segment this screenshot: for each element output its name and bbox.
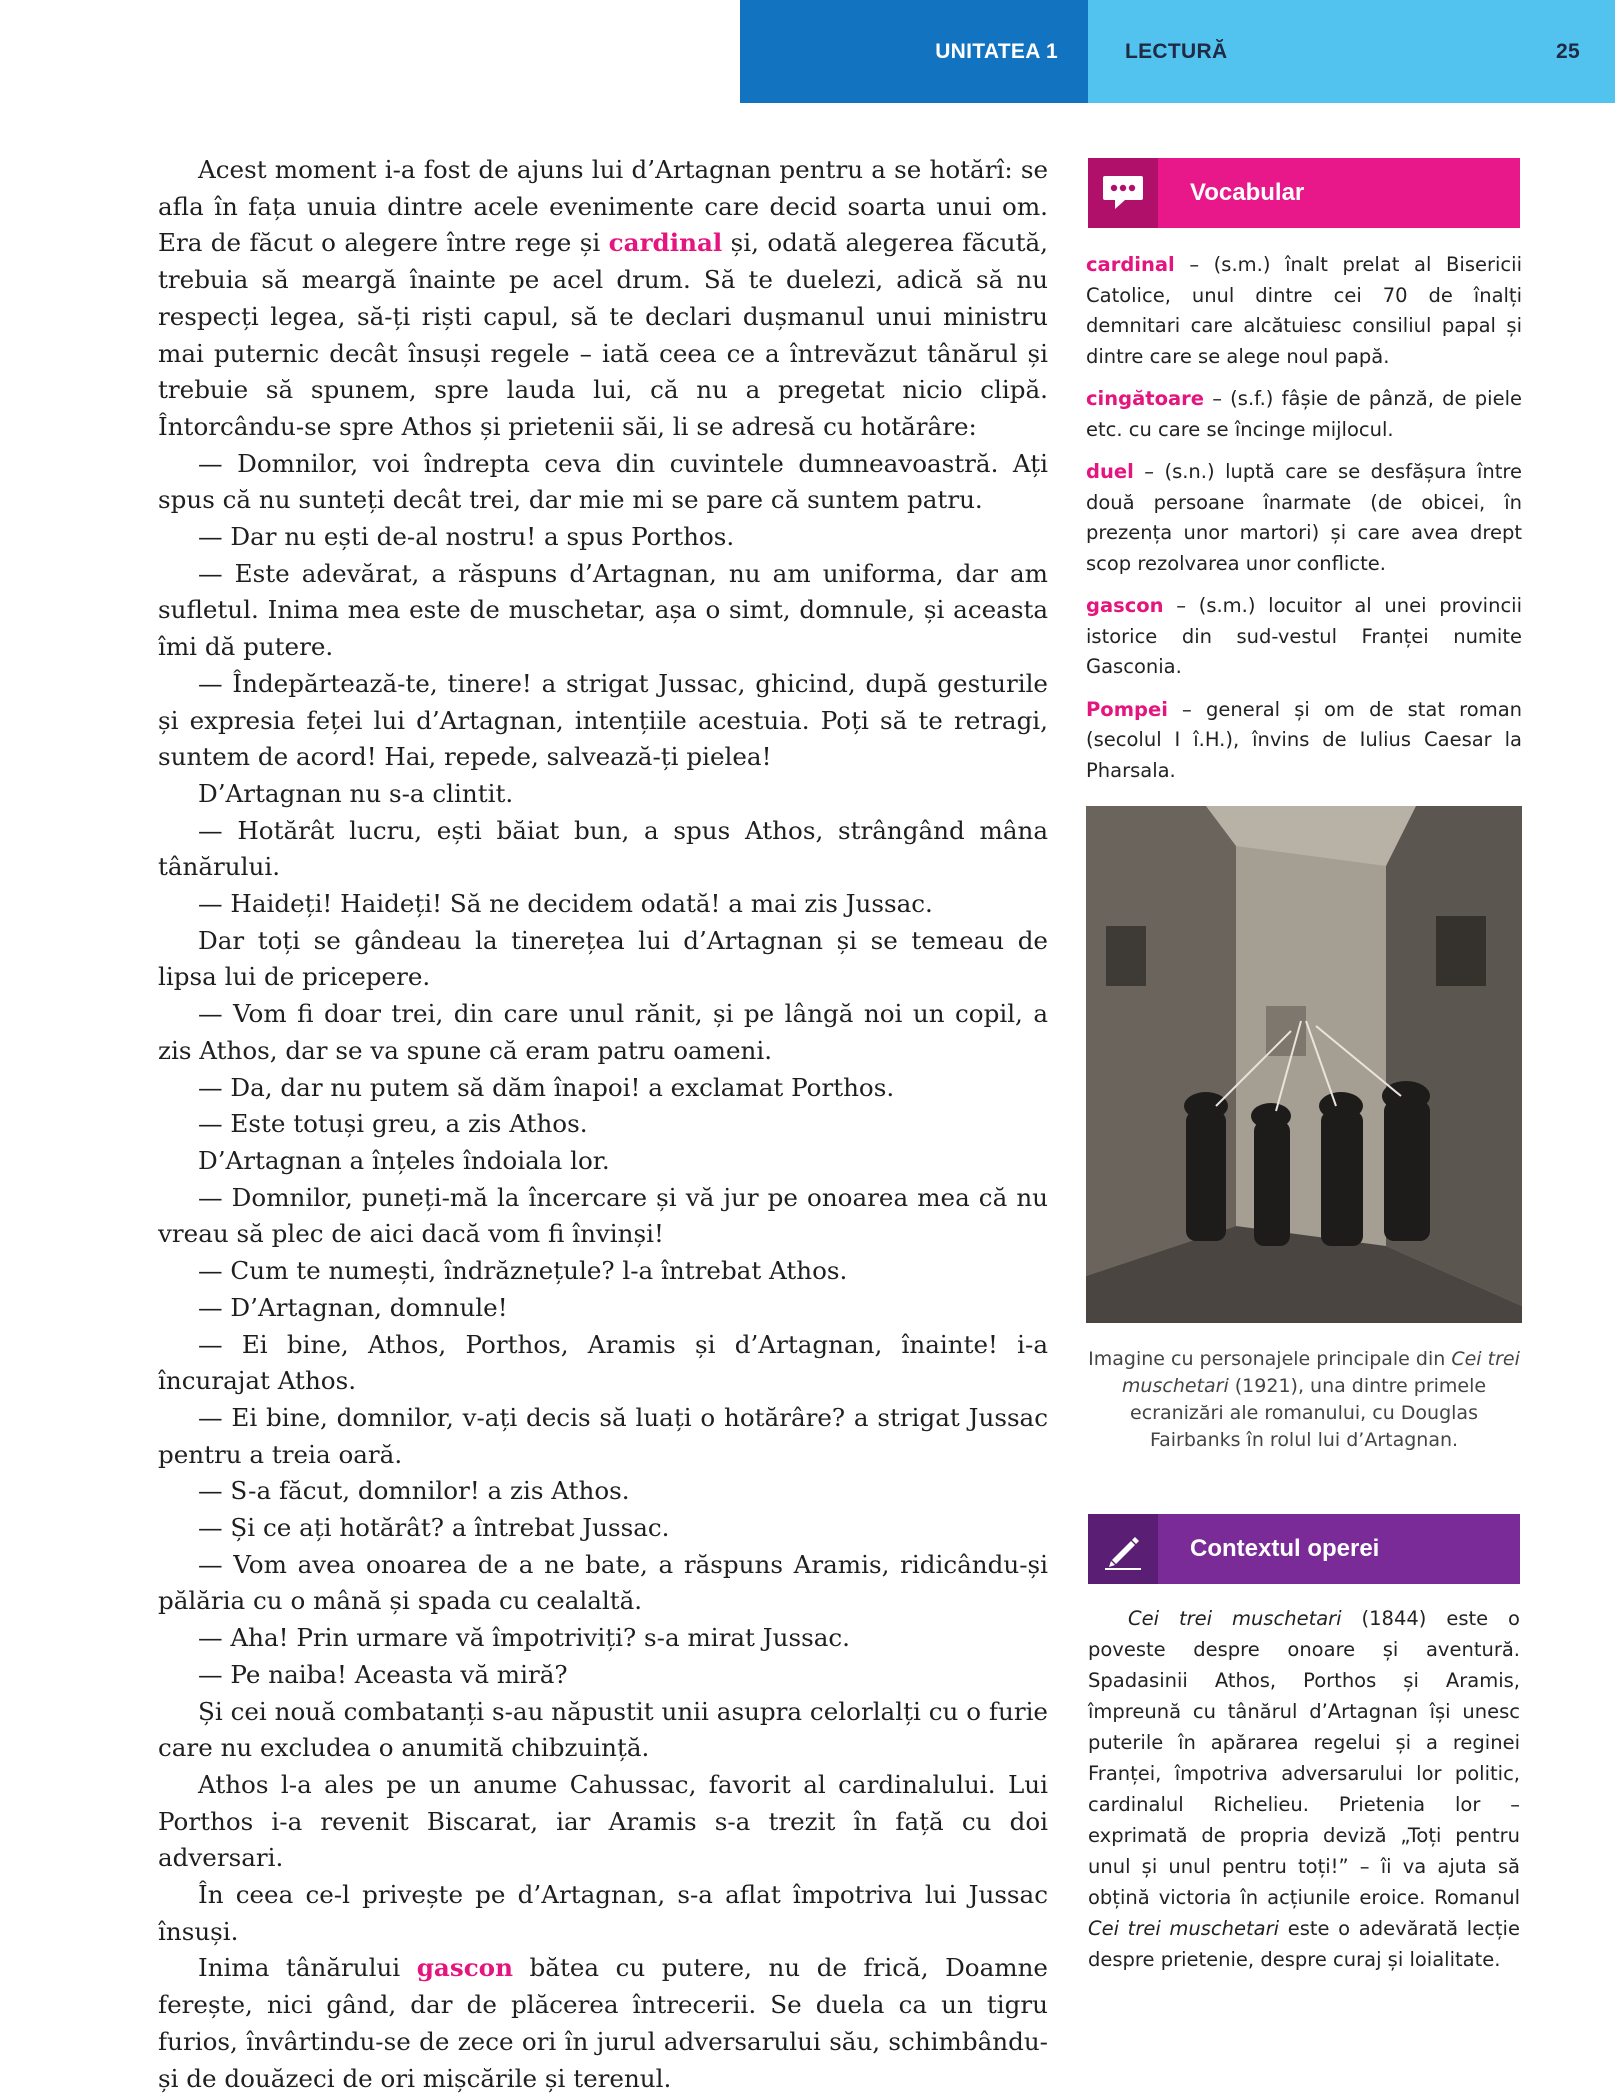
novel-title: Cei trei muschetari — [1128, 1607, 1342, 1630]
photo-caption: Imagine cu personajele principale din Cei trei muschetari (1921), una dintre primele ecranizări ale romanului, cu Douglas Fairbanks în rolul lui d’Artagnan. — [1088, 1348, 1520, 1451]
vocabulary-term: Pompei — [1086, 697, 1168, 721]
story-paragraph: — Domnilor, voi îndrepta ceva din cuvintele dumneavoastră. Ați spus că nu sunteți decât trei, dar mie mi se pare că suntem patru. — [158, 448, 1048, 515]
story-paragraph: — Domnilor, puneți-mă la încercare și vă jur pe onoarea mea că nu vreau să plec de aici dacă vom fi învinși! — [158, 1182, 1048, 1249]
story-paragraph: — Haideți! Haideți! Să ne decidem odată! a mai zis Jussac. — [198, 889, 933, 919]
vocabulary-definition: – (s.m.) locuitor al unei provincii istorice din sud-vestul Franței numite Gasconia. — [1086, 594, 1522, 678]
keyword-gascon[interactable]: gascon — [416, 1953, 513, 1983]
vocabulary-title: Vocabular — [1190, 179, 1305, 206]
keyword-cardinal[interactable]: cardinal — [608, 228, 723, 258]
vocabulary-entry — [1086, 384, 1522, 445]
vocabulary-definition: – general și om de stat roman (secolul I î.H.), învins de Iulius Caesar la Pharsala. — [1086, 697, 1522, 782]
section-label: LECTURĂ — [1125, 39, 1228, 63]
story-paragraph: — Aha! Prin urmare vă împotriviți? s-a mirat Jussac. — [198, 1623, 850, 1653]
vocabulary-entry — [1086, 695, 1522, 787]
pencil-icon — [1088, 1514, 1158, 1584]
story-paragraph: Athos l-a ales pe un anume Cahussac, favorit al cardinalului. Lui Porthos i-a revenit Biscarat, iar Aramis s-a trezit în față cu doi adversari. — [158, 1769, 1048, 1873]
section-header — [1088, 0, 1615, 103]
vocabulary-term: duel — [1086, 460, 1134, 483]
vocabulary-entry — [1086, 250, 1522, 372]
unit-label-text: UNITATEA 1 — [935, 39, 1058, 63]
vocabulary-definition: – (s.m.) înalt prelat al Bisericii Catolice, unul dintre cei 70 de înalți demnitari care alcătuiesc consiliul papal și dintre care se alege noul papă. — [1086, 253, 1522, 368]
story-paragraph: Inima tânărului gascon bătea cu putere, nu de frică, Doamne ferește, nici gând, dar de plăcerea întrecerii. Se duela ca un tigru furios, învârtindu-se de zece ori în jurul adversarului său, schimbându-și de douăzeci de ori mișcările și terenul. — [158, 1953, 1048, 2093]
film-still-photo — [1086, 806, 1522, 1323]
story-paragraph: — Îndepărtează-te, tinere! a strigat Jussac, ghicind, după gesturile și expresia feței lui d’Artagnan, intențiile acestuia. Poți să te retragi, suntem de acord! Hai, repede, salvează-ți pielea! — [158, 668, 1048, 772]
vocabulary-term: gascon — [1086, 594, 1164, 617]
speech-bubble-icon — [1088, 158, 1158, 228]
vocabulary-entry — [1086, 591, 1522, 683]
story-paragraph: — Ei bine, Athos, Porthos, Aramis și d’Artagnan, înainte! i-a încurajat Athos. — [158, 1329, 1048, 1396]
story-paragraph: — Este totuși greu, a zis Athos. — [198, 1109, 588, 1139]
story-paragraph: — Pe naiba! Aceasta vă miră? — [198, 1659, 568, 1689]
story-paragraph: — D’Artagnan, domnule! — [198, 1292, 508, 1322]
story-paragraph: — Dar nu ești de-al nostru! a spus Porthos. — [198, 522, 735, 552]
vocabulary-definition: – (s.n.) luptă care se desfășura între două persoane înarmate (de obicei, în prezența unor martori) și care avea drept scop rezolvarea unor conflicte. — [1086, 460, 1522, 575]
story-paragraph: În ceea ce-l privește pe d’Artagnan, s-a aflat împotriva lui Jussac însuși. — [158, 1880, 1048, 1946]
vocabulary-definition: – (s.f.) fâșie de pânză, de piele etc. cu care se încinge mijlocul. — [1086, 387, 1522, 441]
vocabulary-term: cingătoare — [1086, 387, 1204, 410]
vocabulary-entry — [1086, 457, 1522, 579]
story-paragraph: Acest moment i-a fost de ajuns lui d’Artagnan pentru a se hotărî: se afla în fața unuia dintre acele evenimente care decid soarta unui om. Era de făcut o alegere între rege și cardinal și, odată alegerea făcută, trebuia să meargă înainte pe acel drum. Să te duelezi, adică să nu respecți legea, să-ți riști capul, să te declari dușmanul unui ministru mai puternic decât însuși regele – iată ceea ce a întrevăzut tânărul și trebuie să spunem, spre lauda lui, că nu a pregetat nicio clipă. Întorcându-se spre Athos și prietenii săi, li se adresă cu hotărâre: — [158, 155, 1049, 441]
story-text — [158, 152, 1048, 2097]
story-paragraph: D’Artagnan a înțeles îndoiala lor. — [198, 1145, 610, 1175]
context-header — [1088, 1514, 1520, 1584]
context-title: Contextul operei — [1190, 1535, 1380, 1562]
novel-title: Cei trei muschetari — [1088, 1917, 1280, 1940]
story-paragraph: — Și ce ați hotărât? a întrebat Jussac. — [198, 1513, 670, 1543]
vocabulary-header — [1088, 158, 1520, 228]
story-paragraph: — Hotărât lucru, ești băiat bun, a spus Athos, strângând mâna tânărului. — [158, 815, 1048, 882]
vocabulary-term: cardinal — [1086, 253, 1175, 276]
story-paragraph: — Da, dar nu putem să dăm înapoi! a exclamat Porthos. — [198, 1072, 895, 1102]
context-text: Cei trei muschetari (1844) este o poveste despre onoare și aventură. Spadasinii Athos, Porthos și Aramis, împreună cu tânărul d’Artagnan își unesc puterile în apărarea regelui și a reginei Franței, împotriva adversarului lor politic, cardinalul Richelieu. Prietenia lor – exprimată de propria deviză „Toți pentru unul și unul pentru toți!” – îi va ajuta să obțină victoria în acțiunile eroice. Romanul Cei trei muschetari este o adevărată lecție despre prietenie, despre curaj și loialitate. — [1088, 1607, 1520, 1971]
story-paragraph: Dar toți se gândeau la tinerețea lui d’Artagnan și se temeau de lipsa lui de pricepere. — [158, 925, 1048, 992]
story-paragraph: — Vom avea onoarea de a ne bate, a răspuns Aramis, ridicându-și pălăria cu o mână și spada cu cealaltă. — [158, 1549, 1048, 1616]
film-title: Cei trei muschetari — [1121, 1348, 1520, 1397]
story-paragraph: — Vom fi doar trei, din care unul rănit, și pe lângă noi un copil, a zis Athos, dar se va spune că eram patru oameni. — [158, 999, 1048, 1065]
vocabulary-list — [1086, 250, 1522, 798]
story-paragraph: — Cum te numești, îndrăznețule? l-a întrebat Athos. — [198, 1256, 848, 1286]
unit-label — [740, 0, 1088, 103]
story-paragraph: — S-a făcut, domnilor! a zis Athos. — [198, 1476, 630, 1506]
story-paragraph: — Ei bine, domnilor, v-ați decis să luați o hotărâre? a strigat Jussac pentru a treia oară. — [158, 1402, 1048, 1469]
story-paragraph: Și cei nouă combatanți s-au năpustit unii asupra celorlalți cu o furie care nu excludea o anumită chibzuință. — [158, 1696, 1048, 1763]
story-paragraph: D’Artagnan nu s-a clintit. — [198, 778, 514, 808]
story-paragraph: — Este adevărat, a răspuns d’Artagnan, nu am uniforma, dar am sufletul. Inima mea este de muschetar, așa o simt, domnule, și aceasta îmi dă putere. — [158, 558, 1048, 662]
page-number: 25 — [1556, 39, 1580, 63]
